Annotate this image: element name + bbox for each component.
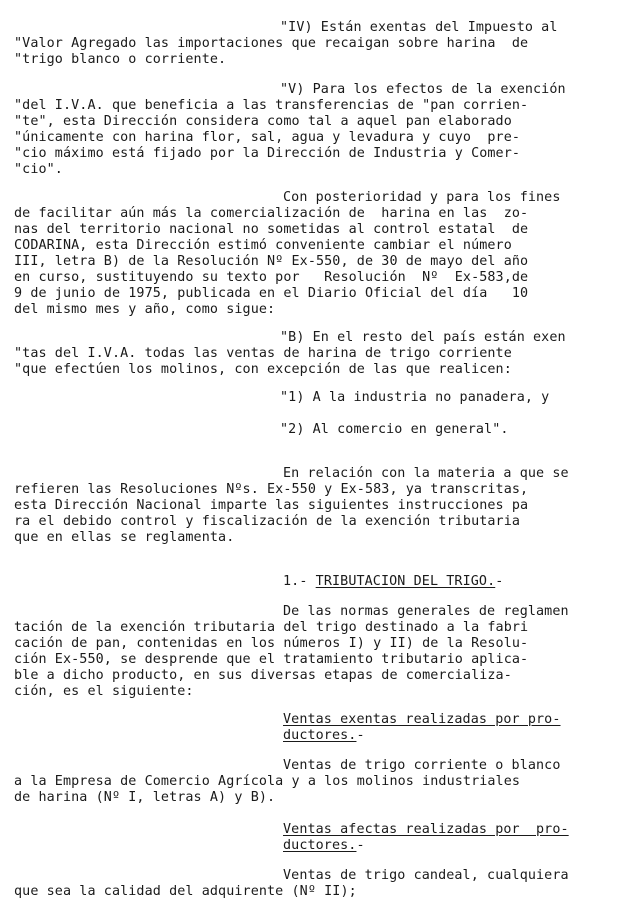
posterioridad-line-6: en curso, sustituyendo su texto por Resolución Nº Ex-583,de — [14, 270, 529, 285]
posterioridad-line-5: III, letra B) de la Resolución Nº Ex-550, de 30 de mayo del año — [14, 254, 529, 269]
section-heading — [283, 574, 503, 590]
exentas-line-1: Ventas de trigo corriente o blanco — [283, 758, 561, 773]
subheading-exentas-word: ductores. — [283, 728, 357, 743]
afectas-line-1: Ventas de trigo candeal, cualquiera — [283, 868, 569, 883]
normas-line-3: cación de pan, contenidas en los números I) y II) de la Resolu- — [14, 636, 529, 651]
exentas-line-2: a la Empresa de Comercio Agrícola y a los molinos industriales — [14, 774, 521, 789]
relacion-line-5: que en ellas se reglamenta. — [14, 530, 235, 545]
subheading-exentas-suffix: - — [356, 728, 365, 743]
relacion-line-4: ra el debido control y fiscalización de la exención tributaria — [14, 514, 521, 529]
relacion-line-3: esta Dirección Nacional imparte las siguientes instrucciones pa — [14, 498, 529, 513]
relacion-line-1: En relación con la materia a que se — [283, 466, 569, 481]
posterioridad-line-3: nas del territorio nacional no sometidas al control estatal de — [14, 222, 529, 237]
posterioridad-line-7: 9 de junio de 1975, publicada en el Diario Oficial del día 10 — [14, 286, 529, 301]
normas-line-1: De las normas generales de reglamen — [283, 604, 569, 619]
quote-v-line-2: "del I.V.A. que beneficia a las transferencias de "pan corrien- — [14, 98, 529, 113]
posterioridad-line-8: del mismo mes y año, como sigue: — [14, 302, 276, 317]
normas-line-5: ble a dicho producto, en sus diversas etapas de comercializa- — [14, 668, 512, 683]
normas-line-6: ción, es el siguiente: — [14, 684, 194, 699]
subheading-afectas-line-2 — [283, 838, 365, 854]
quote-b-line-2: "tas del I.V.A. todas las ventas de harina de trigo corriente — [14, 346, 512, 361]
normas-line-2: tación de la exención tributaria del trigo destinado a la fabri — [14, 620, 529, 635]
quote-v-line-4: "únicamente con harina flor, sal, agua y levadura y cuyo pre- — [14, 130, 521, 145]
quote-v-line-1: "V) Para los efectos de la exención — [280, 82, 566, 97]
section-heading-number: 1.- — [283, 574, 308, 589]
subheading-afectas-word: ductores. — [283, 838, 357, 853]
quote-item-1: "1) A la industria no panadera, y — [280, 390, 550, 405]
quote-v-line-6: "cio". — [14, 162, 63, 177]
quote-item-2: "2) Al comercio en general". — [280, 422, 509, 437]
subheading-exentas-line-2 — [283, 728, 365, 744]
quote-iv-line-1: "IV) Están exentas del Impuesto al — [280, 20, 558, 35]
exentas-line-3: de harina (Nº I, letras A) y B). — [14, 790, 276, 805]
section-heading-title: TRIBUTACION DEL TRIGO. — [315, 574, 496, 589]
quote-v-line-5: "cio máximo está fijado por la Dirección de Industria y Comer- — [14, 146, 521, 161]
quote-v-line-3: "te", esta Dirección considera como tal a aquel pan elaborado — [14, 114, 512, 129]
quote-iv-line-3: "trigo blanco o corriente. — [14, 52, 227, 67]
afectas-line-2: que sea la calidad del adquirente (Nº II); — [14, 884, 357, 899]
posterioridad-line-4: CODARINA, esta Dirección estimó conveniente cambiar el número — [14, 238, 512, 253]
posterioridad-line-1: Con posterioridad y para los fines — [283, 190, 561, 205]
posterioridad-line-2: de facilitar aún más la comercialización de harina en las zo- — [14, 206, 529, 221]
quote-b-line-3: "que efectúen los molinos, con excepción de las que realicen: — [14, 362, 512, 377]
subheading-afectas-suffix: - — [356, 838, 365, 853]
subheading-exentas-line-1: Ventas exentas realizadas por pro- — [283, 712, 561, 727]
normas-line-4: ción Ex-550, se desprende que el tratamiento tributario aplica- — [14, 652, 529, 667]
section-heading-suffix: - — [495, 574, 504, 589]
quote-iv-line-2: "Valor Agregado las importaciones que recaigan sobre harina de — [14, 36, 529, 51]
quote-b-line-1: "B) En el resto del país están exen — [280, 330, 566, 345]
relacion-line-2: refieren las Resoluciones Nºs. Ex-550 y Ex-583, ya transcritas, — [14, 482, 529, 497]
subheading-afectas-line-1: Ventas afectas realizadas por pro- — [283, 822, 569, 837]
